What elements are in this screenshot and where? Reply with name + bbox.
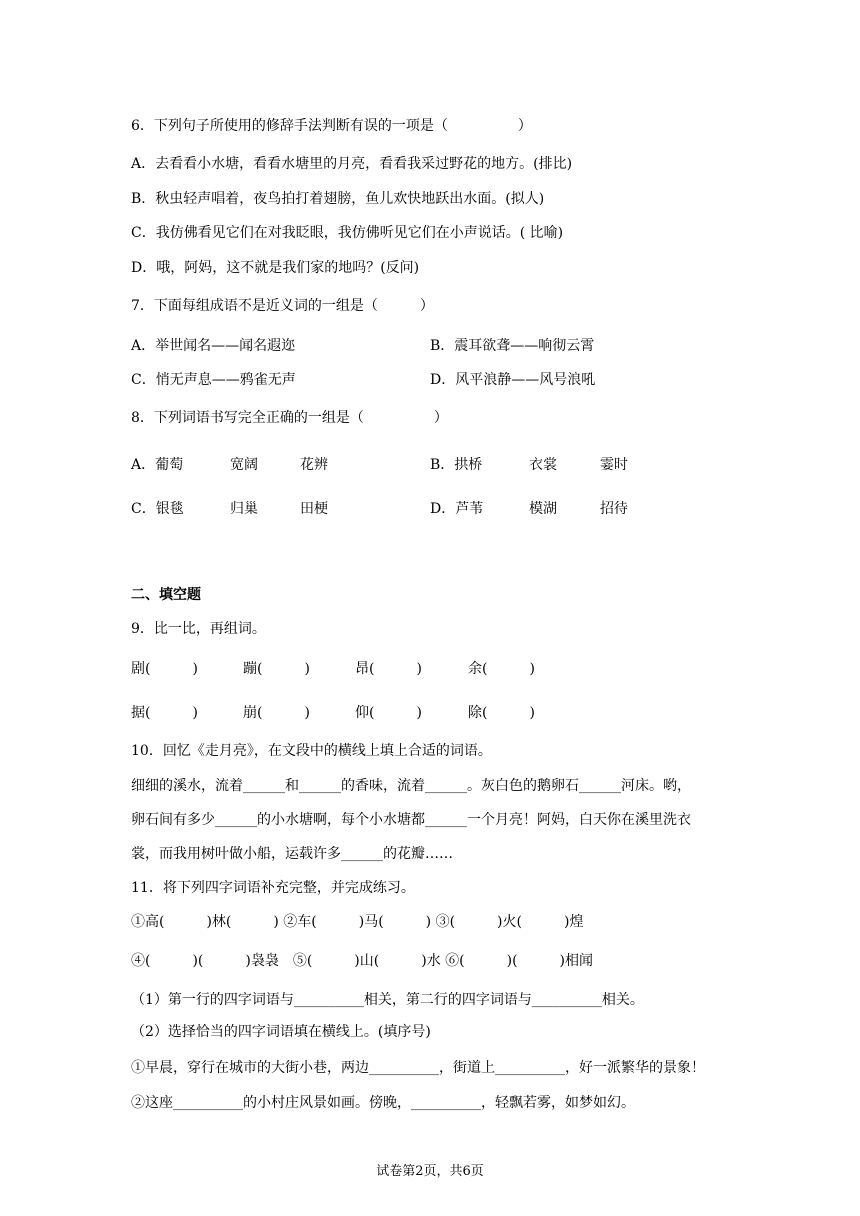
q8-c-word2: 归巢	[230, 501, 258, 517]
q11-line1: ①早晨，穿行在城市的大街小巷，两边__________，街道上__________，好一派繁华的景象！	[131, 1060, 705, 1076]
q6-option-a: A．去看看小水塘，看看水塘里的月亮，看看我采过野花的地方。(排比)	[131, 156, 573, 172]
q8-b-word1: B．拱桥	[430, 457, 483, 473]
q11-sub2: （2）选择恰当的四字词语填在横线上。(填序号)	[131, 1024, 431, 1040]
q6-stem: 6．下列句子所使用的修辞手法判断有误的一项是（ ）	[131, 118, 532, 134]
q8-d-word3: 招待	[600, 501, 628, 517]
q9-r1-item3: 昂( )	[355, 661, 422, 677]
q10-stem: 10．回忆《走月亮》，在文段中的横线上填上合适的词语。	[131, 743, 492, 759]
q6-option-d: D．哦，阿妈，这不就是我们家的地吗？(反问)	[131, 260, 420, 276]
q11-row1: ①高( )林( ) ②车( )马( ) ③( )火( )煌	[131, 914, 584, 930]
q8-b-word3: 霎时	[600, 457, 628, 473]
q10-line3: 裳，而我用树叶做小船，运载许多______的花瓣……	[131, 846, 453, 862]
q7-stem: 7．下面每组成语不是近义词的一组是（ ）	[131, 298, 434, 314]
page-footer: 试卷第2页，共6页	[376, 1164, 484, 1179]
q11-row2: ④( )( )袅袅 ⑤( )山( )水 ⑥( )( )相闻	[131, 953, 593, 969]
q7-option-d: D．风平浪静——风号浪吼	[430, 372, 596, 388]
q9-r1-item4: 余( )	[468, 661, 535, 677]
q8-stem: 8．下列词语书写完全正确的一组是（ ）	[131, 410, 448, 426]
q7-option-b: B．震耳欲聋——响彻云霄	[430, 338, 595, 354]
q8-a-word3: 花辨	[300, 457, 328, 473]
q9-r1-item2: 蹦( )	[243, 661, 310, 677]
q6-option-b: B．秋虫轻声唱着，夜鸟拍打着翅膀，鱼儿欢快地跃出水面。(拟人)	[131, 191, 545, 207]
q7-option-c: C．悄无声息——鸦雀无声	[131, 372, 296, 388]
q9-r2-item4: 除( )	[468, 705, 535, 721]
q9-r2-item2: 崩( )	[243, 705, 310, 721]
q11-line2: ②这座__________的小村庄风景如画。傍晚，__________，轻飘若雾，如梦如幻。	[131, 1095, 635, 1111]
q10-line2: 卵石间有多少______的小水塘啊，每个小水塘都______一个月亮！阿妈，白天你在溪里洗衣	[131, 812, 691, 828]
q6-option-c: C．我仿佛看见它们在对我眨眼，我仿佛听见它们在小声说话。( 比喻)	[131, 225, 564, 241]
q8-c-word1: C．银毯	[131, 501, 184, 517]
q9-stem: 9．比一比，再组词。	[131, 621, 266, 637]
q7-option-a: A．举世闻名——闻名遐迩	[131, 338, 296, 354]
q8-b-word2: 衣裳	[529, 457, 557, 473]
q9-r2-item3: 仰( )	[355, 705, 422, 721]
q9-r1-item1: 剧( )	[131, 661, 198, 677]
q8-a-word1: A．葡萄	[131, 457, 184, 473]
q9-r2-item1: 据( )	[131, 705, 198, 721]
q8-c-word3: 田梗	[300, 501, 328, 517]
q11-stem: 11．将下列四字词语补充完整，并完成练习。	[131, 880, 415, 896]
q8-d-word2: 模湖	[529, 501, 557, 517]
section-title: 二、填空题	[131, 587, 201, 603]
q11-sub1: （1）第一行的四字词语与__________相关，第二行的四字词语与__________相关。	[131, 992, 644, 1008]
q8-d-word1: D．芦苇	[430, 501, 484, 517]
q10-line1: 细细的溪水，流着______和______的香味，流着______。灰白色的鹅卵石______河床。哟，	[131, 778, 691, 794]
q8-a-word2: 宽阔	[230, 457, 258, 473]
